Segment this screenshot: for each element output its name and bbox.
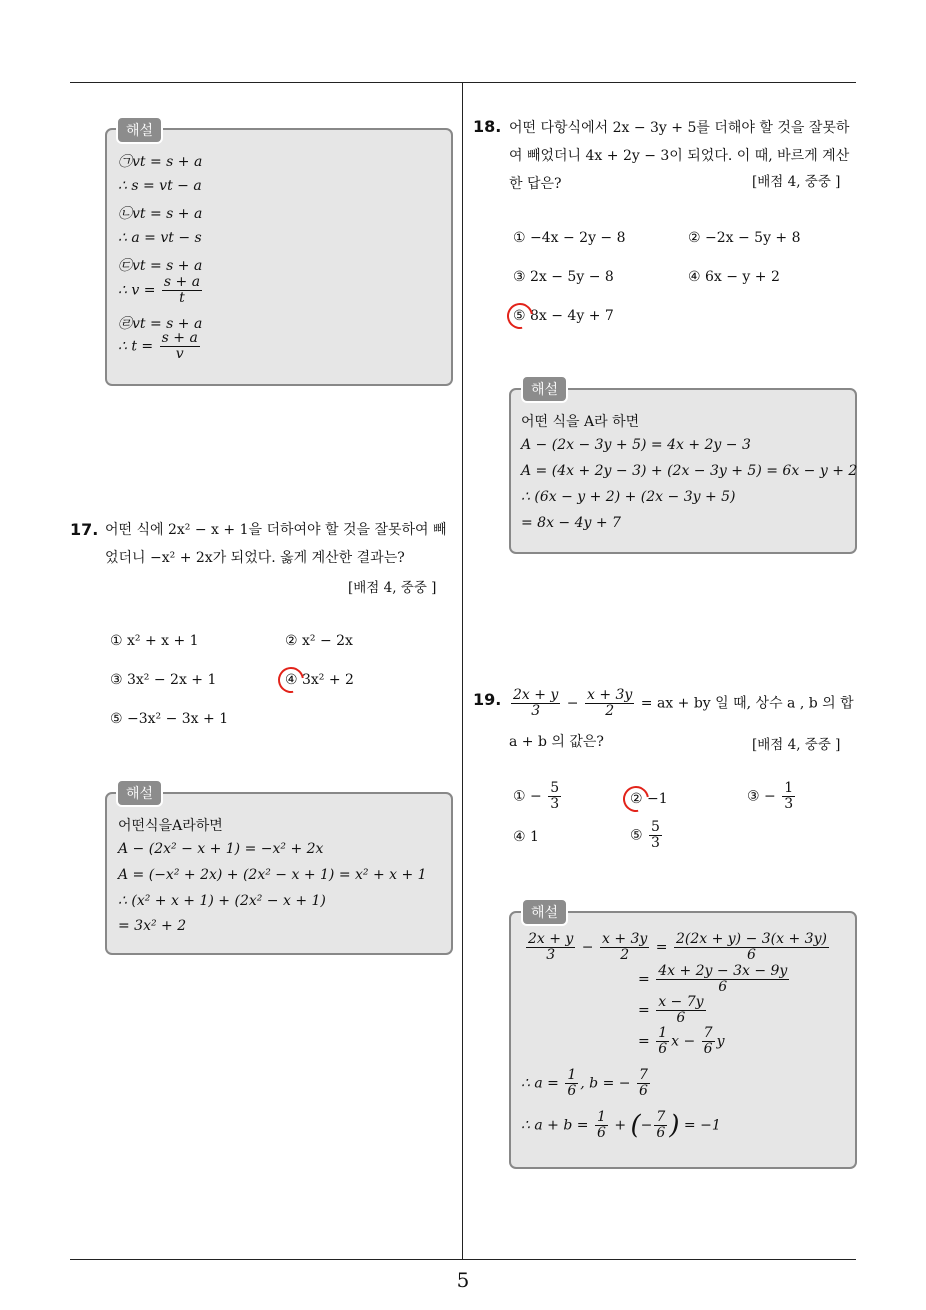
solution-line: ㉡vt = s + a [118, 206, 203, 222]
score-label: [배점 4, 중중 ] [348, 580, 437, 596]
solution-line [638, 964, 791, 995]
denominator: 6 [747, 947, 756, 963]
option-4[interactable]: ④ 3x² + 2 [285, 672, 354, 688]
answer-circle-mark [618, 781, 654, 817]
solution-line: ㉢vt = s + a [118, 258, 203, 274]
question-text [509, 688, 861, 719]
denominator: 3 [546, 947, 556, 963]
fraction [526, 932, 575, 963]
equals-sign: = [638, 1033, 650, 1050]
minus-sign: − [566, 695, 579, 712]
solution-line [638, 995, 708, 1026]
solution-line: ㉠vt = s + a [118, 154, 203, 170]
fraction [782, 781, 795, 812]
option-4[interactable]: ④ 1 [513, 829, 539, 845]
solution-line: A − (2x − 3y + 5) = 4x + 2y − 3 [521, 437, 751, 453]
solution-line-prefix: ∴ a = [521, 1075, 559, 1092]
top-rule [70, 82, 856, 83]
numerator: 1 [784, 780, 794, 796]
answer-circle-mark [502, 298, 538, 334]
solution-line: ㉣vt = s + a [118, 316, 203, 332]
denominator: 6 [567, 1083, 577, 1099]
equals-sign: = [655, 939, 668, 956]
fraction [674, 932, 829, 963]
fraction [600, 932, 649, 963]
denominator: 6 [703, 1041, 713, 1057]
right-paren: ) [669, 1110, 680, 1141]
numerator: 2x + y [513, 687, 559, 703]
solution-line [521, 1068, 652, 1099]
solution-line [118, 331, 202, 362]
fraction [637, 1068, 650, 1099]
solution-line: ∴ (6x − y + 2) + (2x − 3y + 5) [521, 489, 736, 505]
numerator: 5 [651, 819, 660, 835]
solution-line [524, 932, 831, 963]
denominator: 3 [784, 796, 794, 812]
solution-tag: 해설 [521, 898, 568, 926]
numerator: x − 7y [658, 994, 704, 1010]
question-number: 18. [473, 117, 502, 136]
option-5[interactable]: ⑤ 8x − 4y + 7 [513, 308, 614, 324]
question-text: 어떤 식에 2x² − x + 1을 더하여야 할 것을 잘못하여 빼었더니 −x² + 2x가 되었다. 옳게 계산한 결과는? [105, 522, 447, 566]
option-1[interactable]: ① x² + x + 1 [110, 633, 199, 649]
option-1[interactable] [513, 781, 563, 812]
fraction [565, 1068, 578, 1099]
denominator: 3 [531, 703, 541, 719]
numerator: 1 [596, 1109, 606, 1125]
option-1[interactable]: ① −4x − 2y − 8 [513, 230, 626, 246]
option-3[interactable]: ③ 3x² − 2x + 1 [110, 672, 217, 688]
solution-line-mid: , b = − [580, 1075, 631, 1092]
numerator: x + 3y [586, 687, 633, 703]
numerator: s + a [161, 330, 198, 346]
question-text: 어떤 다항식에서 2x − 3y + 5를 더해야 할 것을 잘못하여 빼었더니 4x + 2y − 3이 되었다. 이 때, 바르게 계산한 답은? [509, 120, 850, 192]
solution-line: 어떤식을A라하면 [118, 818, 223, 834]
solution-line: 어떤 식을 A라 하면 [521, 414, 640, 430]
column-divider [462, 82, 463, 1260]
option-2[interactable]: ② −2x − 5y + 8 [688, 230, 801, 246]
option-sign: − [530, 788, 542, 805]
solution-tag: 해설 [116, 779, 163, 807]
solution-line [638, 1026, 724, 1057]
solution-line: = 8x − 4y + 7 [521, 515, 621, 531]
denominator: 2 [620, 947, 630, 963]
numerator: 1 [567, 1067, 577, 1083]
option-4[interactable]: ④ 6x − y + 2 [688, 269, 780, 285]
numerator: 5 [550, 780, 560, 796]
denominator: v [175, 346, 184, 362]
option-sign: − [764, 788, 776, 805]
option-5[interactable] [630, 820, 664, 851]
denominator: 6 [718, 979, 728, 995]
option-3[interactable]: ③ 2x − 5y − 8 [513, 269, 614, 285]
page-number: 5 [456, 1268, 470, 1292]
option-symbol: ⑤ [630, 827, 643, 844]
denominator: 3 [550, 796, 560, 812]
solution-line [521, 1110, 721, 1141]
numerator: 7 [638, 1067, 648, 1083]
answer-circle-mark [273, 662, 309, 698]
plus-sign: + [614, 1117, 627, 1134]
solution-line: = 3x² + 2 [118, 918, 187, 934]
numerator: 4x + 2y − 3x − 9y [658, 963, 788, 979]
denominator: 6 [676, 1010, 686, 1026]
fraction [649, 820, 662, 851]
solution-line: ∴ (x² + x + 1) + (2x² − x + 1) [118, 893, 326, 909]
question-number: 17. [70, 520, 99, 539]
numerator: s + a [163, 274, 201, 290]
fraction [162, 275, 202, 306]
option-2[interactable]: ② −1 [630, 791, 668, 807]
option-3[interactable] [747, 781, 797, 812]
numerator: 1 [658, 1025, 668, 1041]
fraction [548, 781, 561, 812]
solution-line: ∴ s = vt − a [118, 178, 202, 194]
numerator: x + 3y [601, 931, 648, 947]
minus-sign: − [640, 1117, 653, 1134]
solution-line: A = (−x² + 2x) + (2x² − x + 1) = x² + x + 1 [118, 867, 427, 883]
denominator: 6 [638, 1083, 648, 1099]
equals-sign: = [638, 971, 650, 988]
solution-tag: 해설 [521, 375, 568, 403]
fraction [511, 688, 560, 719]
denominator: t [179, 290, 185, 306]
solution-line-result: = −1 [683, 1117, 721, 1134]
fraction [585, 688, 634, 719]
solution-tag: 해설 [116, 116, 163, 144]
solution-line-prefix: ∴ t = [118, 338, 154, 355]
solution-line-prefix: ∴ a + b = [521, 1117, 589, 1134]
equals-sign: = [638, 1002, 650, 1019]
denominator: 6 [658, 1041, 668, 1057]
denominator: 6 [596, 1125, 606, 1141]
option-2[interactable]: ② x² − 2x [285, 633, 353, 649]
option-symbol: ① [513, 788, 526, 805]
question-number: 19. [473, 690, 502, 709]
fraction [160, 331, 200, 362]
score-label: [배점 4, 중중 ] [752, 174, 841, 190]
option-symbol: ③ [747, 788, 760, 805]
solution-line: A = (4x + 2y − 3) + (2x − 3y + 5) = 6x − y + 2 [521, 463, 858, 479]
denominator: 2 [605, 703, 615, 719]
score-label: [배점 4, 중중 ] [752, 737, 841, 753]
solution-line-prefix: ∴ v = [118, 282, 156, 299]
bottom-rule [70, 1259, 856, 1260]
solution-line: A − (2x² − x + 1) = −x² + 2x [118, 841, 324, 857]
numerator: 7 [656, 1109, 666, 1125]
denominator: 3 [651, 835, 660, 851]
minus-sign: − [581, 939, 594, 956]
left-paren: ( [630, 1110, 641, 1141]
fraction [595, 1110, 608, 1141]
fraction [656, 995, 705, 1026]
variable: y [716, 1033, 725, 1050]
variable: x − [671, 1033, 696, 1050]
fraction [702, 1026, 715, 1057]
fraction [656, 964, 789, 995]
numerator: 2(2x + y) − 3(x + 3y) [675, 931, 827, 947]
fraction [654, 1110, 667, 1141]
numerator: 7 [703, 1025, 713, 1041]
solution-line: ∴ a = vt − s [118, 230, 202, 246]
numerator: 2x + y [528, 931, 574, 947]
question-text-a: = ax + by 일 때, 상수 a , b 의 합 [640, 695, 854, 712]
fraction [656, 1026, 669, 1057]
solution-line [118, 275, 204, 306]
denominator: 6 [656, 1125, 666, 1141]
question-text-b: a + b 의 값은? [509, 734, 604, 750]
option-5[interactable]: ⑤ −3x² − 3x + 1 [110, 711, 229, 727]
